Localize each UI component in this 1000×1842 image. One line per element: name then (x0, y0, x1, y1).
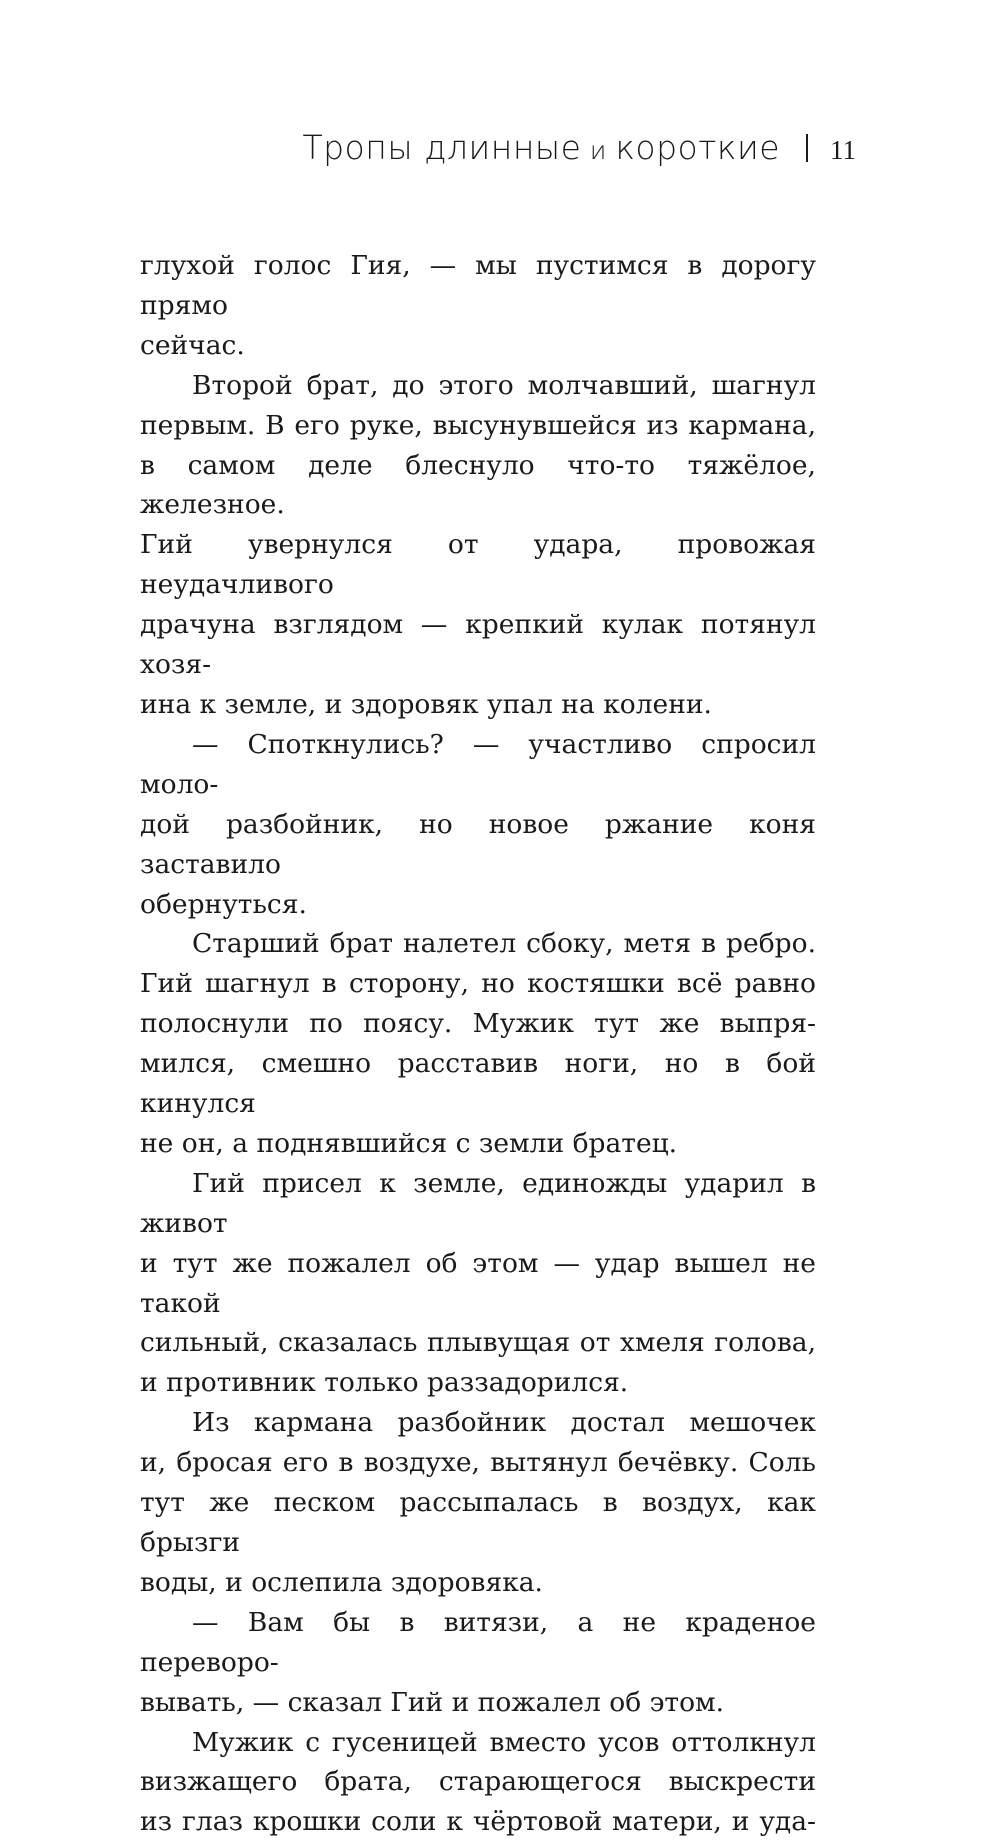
text-line: дой разбойник, но новое ржание коня заставило (140, 808, 816, 880)
text-line: и тут же пожалел об этом — удар вышел не такой (140, 1247, 816, 1319)
running-head (140, 128, 856, 178)
text-line: глухой голос Гия, — мы пустимся в дорогу прямо (140, 250, 816, 321)
text-line: визжащего брата, старающегося выскрести (140, 1766, 816, 1798)
text-line: Мужик с гусеницей вместо усов оттолкнул (192, 1726, 816, 1758)
text-line: и, бросая его в воздухе, вытянул бечёвку. Соль (140, 1447, 816, 1479)
book-title (302, 128, 780, 167)
header-divider (806, 134, 808, 162)
book-title-conjunction: и (581, 136, 616, 165)
text-line: Второй брат, до этого молчавший, шагнул (192, 369, 816, 401)
text-line: тут же песком рассыпалась в воздух, как брызги (140, 1487, 816, 1558)
text-line: и противник только раззадорился. (140, 1367, 629, 1399)
book-title-word-1: ропы (323, 128, 425, 167)
text-line: — Споткнулись? — участливо спросил моло- (140, 728, 816, 800)
text-line: драчуна взглядом — крепкий кулак потянул хозя- (140, 609, 816, 681)
text-line: воды, и ослепила здоровяка. (140, 1566, 543, 1598)
text-line: из глаз крошки соли к чёртовой матери, и уда- (140, 1806, 816, 1838)
text-line: сейчас. (140, 329, 245, 361)
text-line: Старший брат налетел сбоку, метя в ребро. (192, 928, 816, 960)
text-line: мился, смешно расставив ноги, но в бой кинулся (140, 1048, 816, 1120)
text-line: полоснули по поясу. Мужик тут же выпря- (140, 1008, 816, 1040)
text-line: в самом деле блеснуло что-то тяжёлое, железное. (140, 449, 816, 521)
text-line: Гий присел к земле, единожды ударил в живот (140, 1167, 816, 1239)
text-line: вывать, — сказал Гий и пожалел об этом. (140, 1686, 725, 1718)
text-line: ина к земле, и здоровяк упал на колени. (140, 688, 712, 720)
text-line: Гий шагнул в сторону, но костяшки всё равно (140, 968, 816, 1000)
text-line: Из кармана разбойник достал мешочек (192, 1407, 816, 1439)
book-title-initial: Т (302, 128, 324, 167)
text-line: не он, а поднявшийся с земли братец. (140, 1127, 678, 1159)
text-line: Гий увернулся от удара, провожая неудачливого (140, 529, 816, 601)
text-line: первым. В его руке, высунувшейся из кармана, (140, 409, 816, 441)
text-line: обернуться. (140, 888, 307, 920)
text-line: сильный, сказалась плывущая от хмеля голова, (140, 1327, 816, 1359)
book-title-word-3: короткие (615, 128, 780, 167)
body-text (140, 246, 816, 1842)
book-title-word-2: длинные (424, 128, 582, 167)
text-line: — Вам бы в витязи, а не краденое переворо- (140, 1606, 816, 1678)
page-number: 11 (830, 135, 856, 165)
